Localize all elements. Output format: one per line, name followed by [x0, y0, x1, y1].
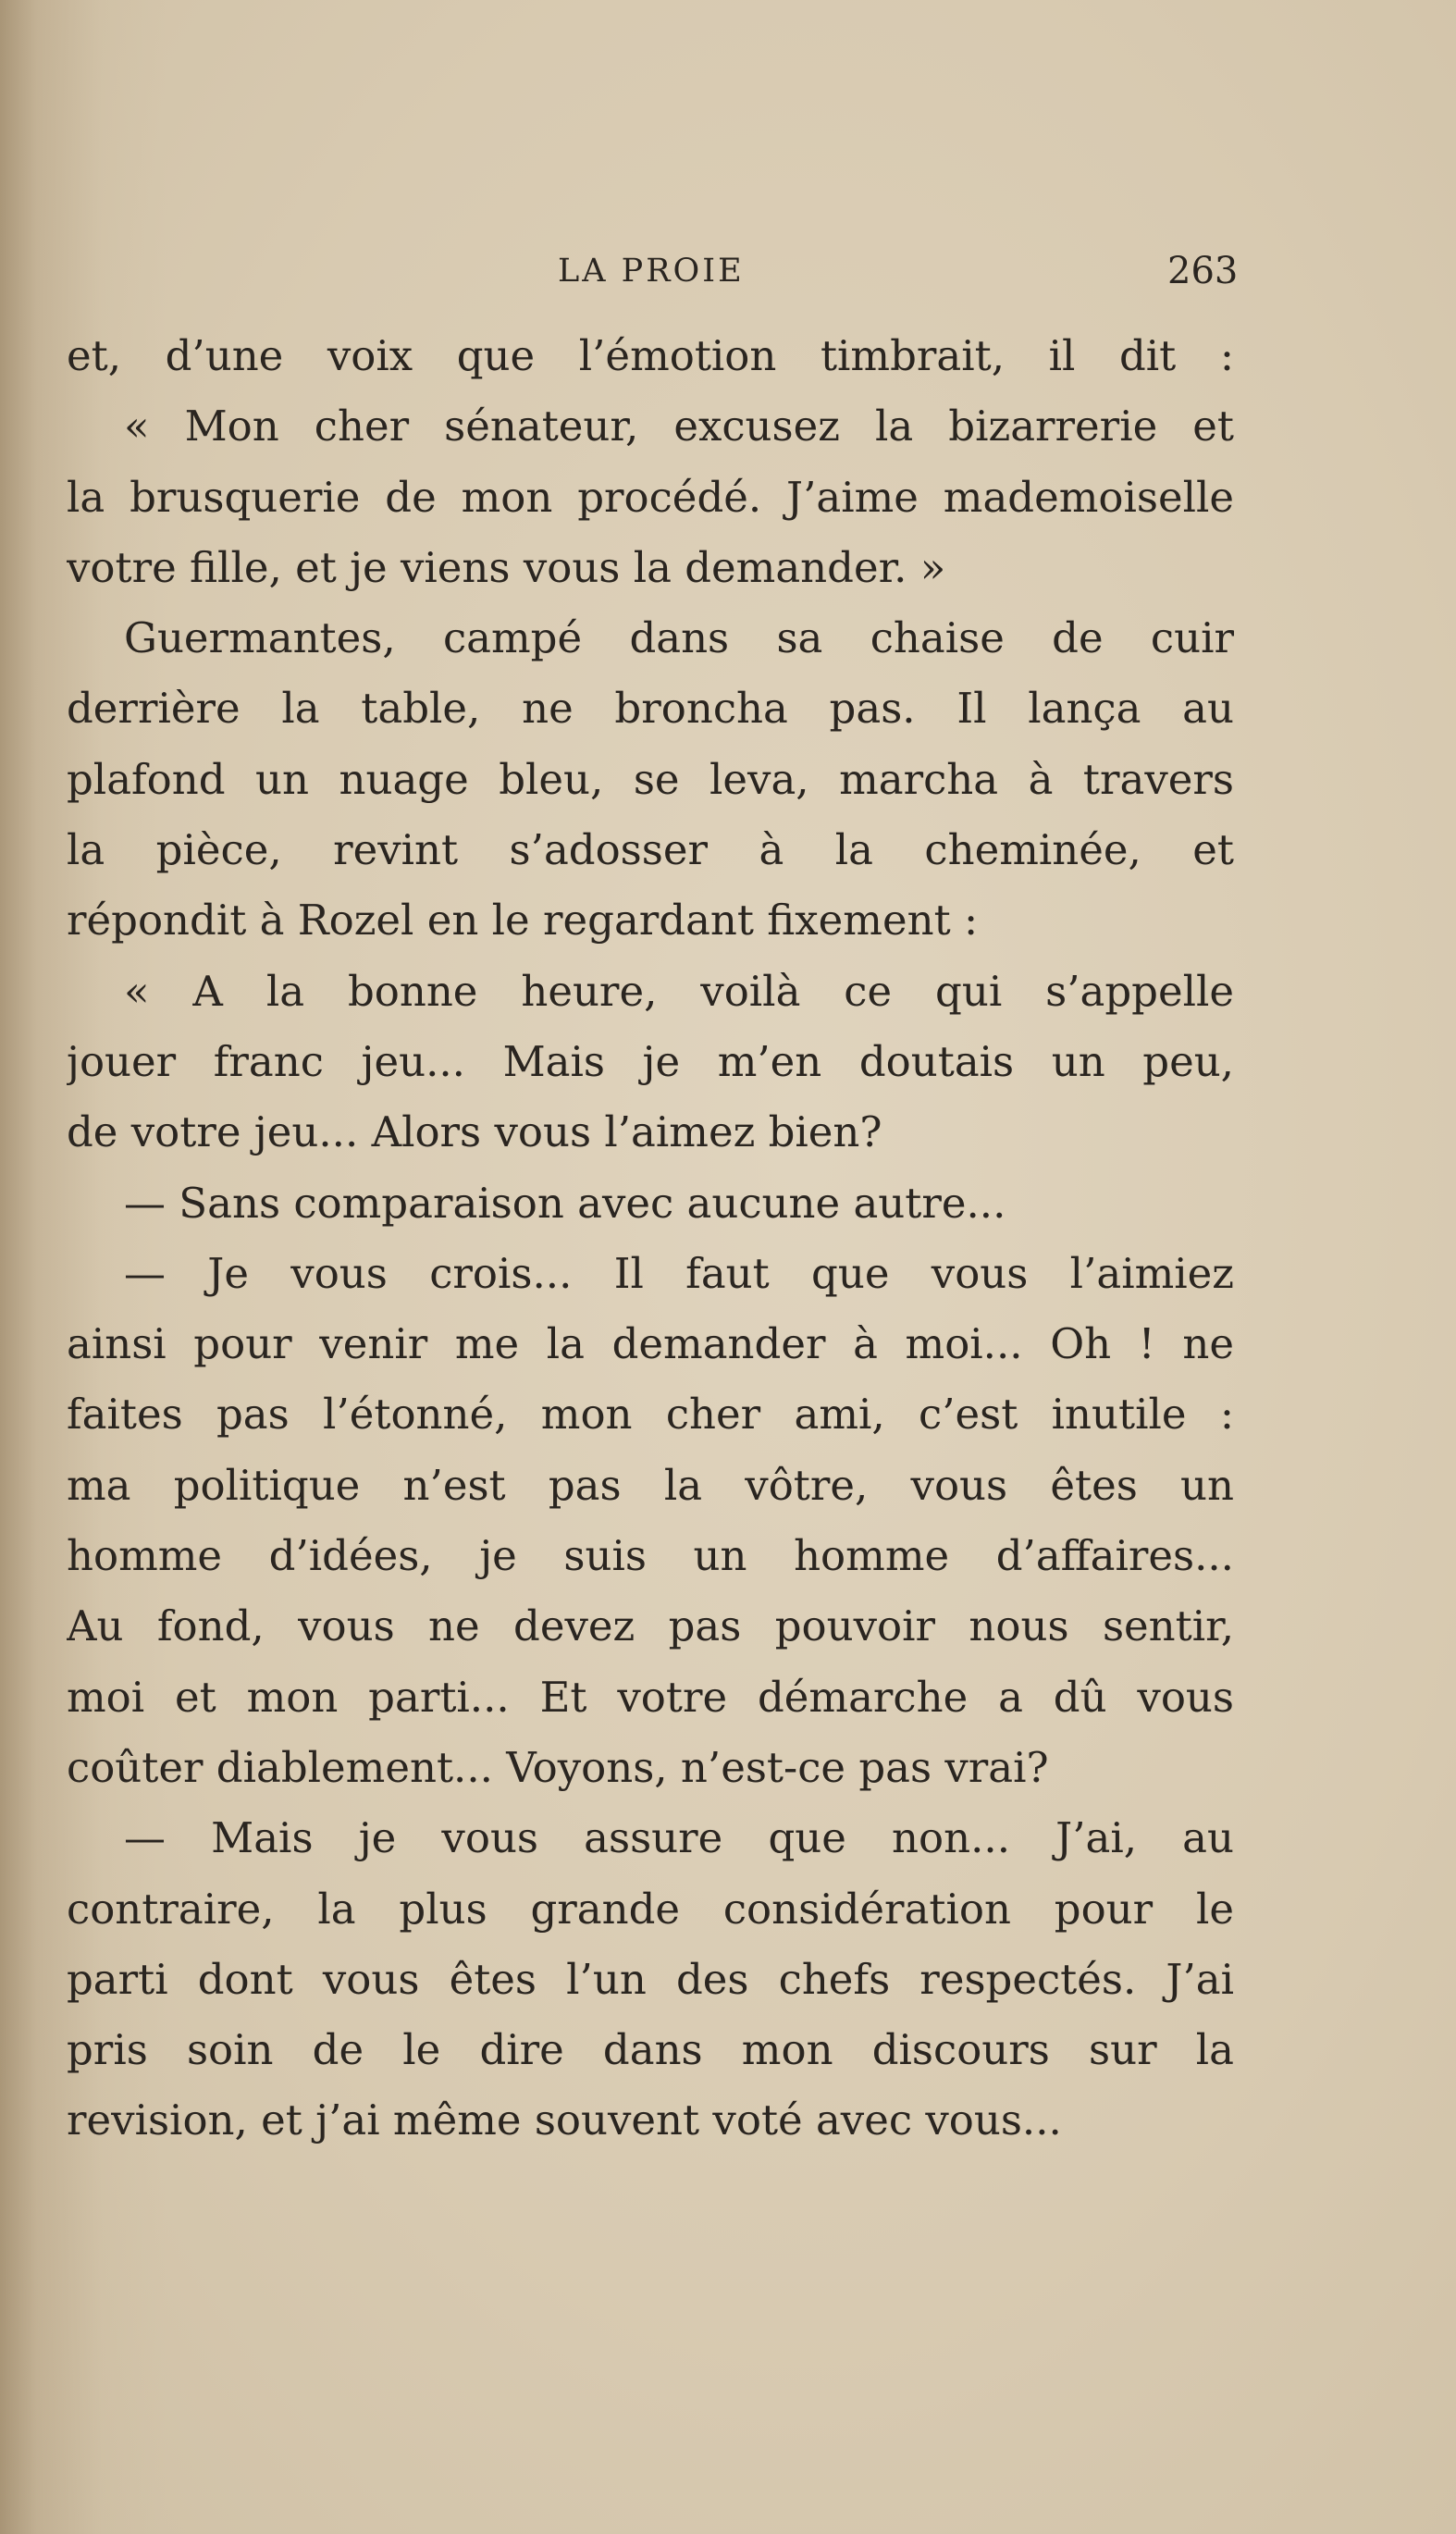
text-line: homme d’idées, je suis un homme d’affaires... — [67, 1531, 1234, 1581]
text-line: faites pas l’étonné, mon cher ami, c’est inutile : — [67, 1390, 1234, 1440]
text-line: « A la bonne heure, voilà ce qui s’appelle — [124, 966, 1234, 1016]
text-line: Guermantes, campé dans sa chaise de cuir — [124, 613, 1234, 663]
text-line: la pièce, revint s’adosser à la cheminée, et — [67, 825, 1234, 875]
text-line: et, d’une voix que l’émotion timbrait, il dit : — [67, 331, 1234, 380]
text-line: Au fond, vous ne devez pas pouvoir nous sentir, — [67, 1601, 1234, 1651]
text-line: plafond un nuage bleu, se leva, marcha à travers — [67, 754, 1234, 804]
text-line: — Mais je vous assure que non... J’ai, au — [124, 1813, 1234, 1863]
text-line: répondit à Rozel en le regardant fixement : — [67, 896, 979, 946]
text-line: de votre jeu... Alors vous l’aimez bien? — [67, 1107, 882, 1157]
text-line: derrière la table, ne broncha pas. Il lança au — [67, 684, 1234, 734]
page-number: 263 — [1167, 250, 1239, 292]
text-line: jouer franc jeu... Mais je m’en doutais un peu, — [67, 1036, 1234, 1086]
text-line: votre fille, et je viens vous la demander. » — [67, 542, 946, 592]
text-line: revision, et j’ai même souvent voté avec vous... — [67, 2095, 1062, 2145]
text-line: pris soin de le dire dans mon discours sur la — [67, 2025, 1234, 2075]
text-line: moi et mon parti... Et votre démarche a dû vous — [67, 1672, 1234, 1722]
text-line: contraire, la plus grande considération pour le — [67, 1884, 1234, 1934]
text-line: « Mon cher sénateur, excusez la bizarrerie et — [124, 402, 1234, 451]
running-head-title: LA PROIE — [558, 253, 745, 290]
running-head — [0, 248, 1456, 294]
text-line: parti dont vous êtes l’un des chefs respectés. J’ai — [67, 1954, 1234, 2004]
text-line: ma politique n’est pas la vôtre, vous êtes un — [67, 1460, 1234, 1510]
text-line: coûter diablement... Voyons, n’est-ce pas vrai? — [67, 1742, 1049, 1792]
body-text — [67, 321, 1234, 2157]
text-line: — Sans comparaison avec aucune autre... — [124, 1178, 1006, 1228]
text-line: ainsi pour venir me la demander à moi... Oh ! ne — [67, 1319, 1234, 1369]
text-line: la brusquerie de mon procédé. J’aime mademoiselle — [67, 472, 1234, 522]
text-line: — Je vous crois... Il faut que vous l’aimiez — [124, 1248, 1234, 1298]
